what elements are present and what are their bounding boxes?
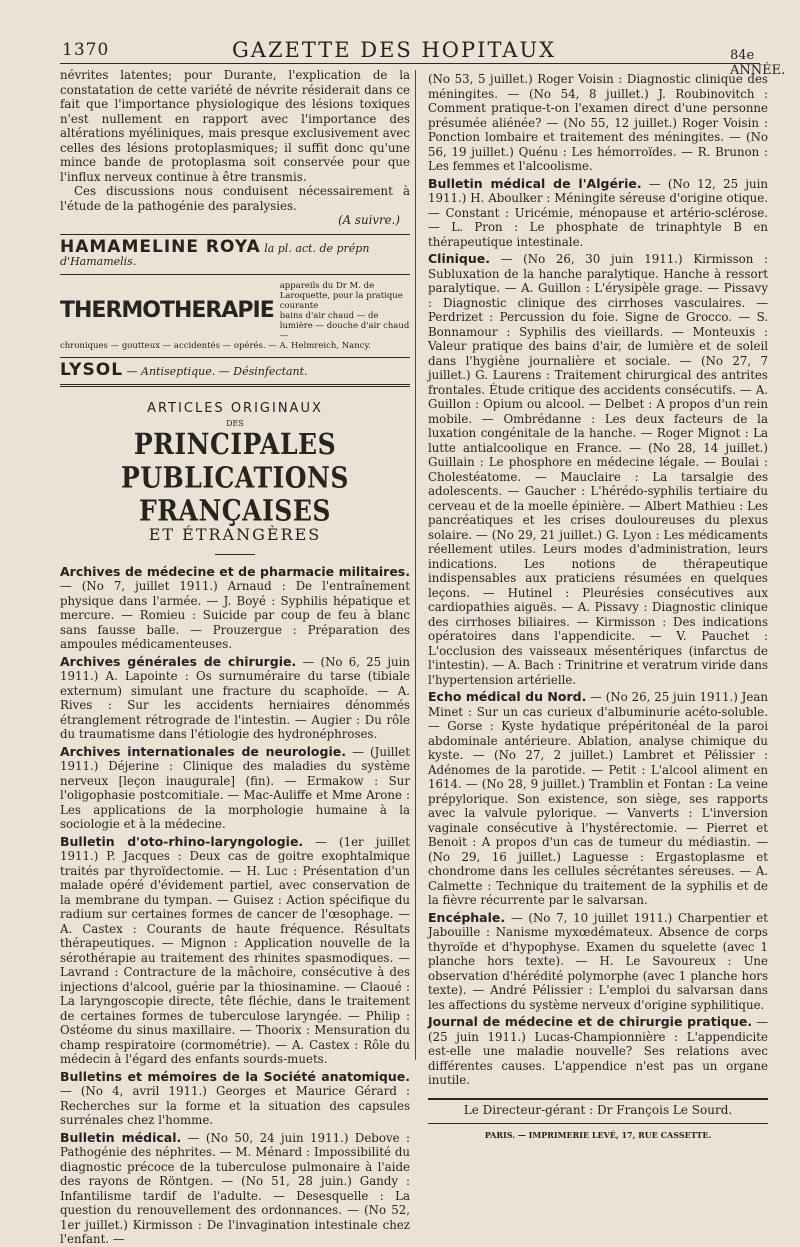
publication-contents: — (25 juin 1911.) Lucas-Championnière : L'appendicite est-elle une maladie nouvelle? Ses relations avec différentes causes. L'appendice n'est pas un organe inutile. bbox=[428, 1015, 769, 1087]
publication-title: Bulletin d'oto-rhino-laryngologie. bbox=[60, 833, 304, 849]
ad-rule bbox=[60, 357, 410, 358]
ad-rule bbox=[60, 274, 410, 275]
short-rule bbox=[215, 554, 255, 555]
header-rule bbox=[60, 63, 760, 64]
publication-contents: — (No 6, 25 juin 1911.) A. Lapointe : Os surnuméraire du tarse (tibiale externum) simulant une fracture du scaphoïde. — A. Rives : Sur les accidents herniaires dénommés étranglement rétrograde de l'intestin. — Augier : Du rôle du traumatisme dans l'étiologie des hydronéphroses. bbox=[60, 654, 411, 741]
publication-entry bbox=[428, 911, 768, 1013]
publication-entry bbox=[428, 72, 768, 174]
section-title: ARTICLES ORIGINAUX bbox=[147, 400, 323, 416]
publication-contents: — (1er juillet 1911.) P. Jacques : Deux cas de goitre exophtalmique traités par thyroïdectomie. — H. Luc : Présentation d'un malade opéré d'évidement partiel, avec conservation de la membrane du tympan. — Guisez : Action spécifique du radium sur certaines formes de cancer de l'œsophage. — A. Castex : Courants de haute fréquence. Résultats thérapeutiques. — Mignon : Application nouvelle de la sérothérapie au traitement des rhinites spasmodiques. — Lavrand : Contracture de la mâchoire, consécutive à des injections d'alcool, guérie par la thiosinamine. — Claoué : La laryngoscopie directe, tête fléchie, dans le traitement de certaines formes de tuberculose laryngée. — Philip : Ostéome du sinus maxillaire. — Thoorix : Mensuration du champ respiratoire (cormométrie). — A. Castex : Rôle du médecin à l'égard des enfants sourds-muets. bbox=[60, 834, 410, 1066]
publication-contents: — (No 12, 25 juin 1911.) H. Aboulker : Méningite séreuse d'origine otique. — Constant : Uricémie, ménopause et artério-sclérose. — L. Pron : Le phosphate de trinaphtyle B en thérapeutique intestinale. bbox=[428, 176, 768, 249]
publication-entry bbox=[60, 1070, 410, 1128]
entries-left bbox=[60, 565, 410, 1247]
publication-entry bbox=[428, 252, 768, 687]
publication-entry bbox=[428, 690, 768, 908]
section-des: DES bbox=[226, 418, 244, 428]
publication-entry bbox=[60, 1131, 410, 1247]
publication-contents: — (Juillet 1911.) Déjerine : Clinique des maladies du système nerveux [leçon inaugurale] (fin). — Ermakow : Sur l'oligophasie postcomitiale. — Mac-Auliffe et Mme Arone : Les applications de la morphologie humaine à la sociologie et à la médecine. bbox=[60, 744, 410, 831]
publication-entry bbox=[60, 565, 410, 652]
publication-title: Archives générales de chirurgie. bbox=[60, 653, 297, 669]
column-divider bbox=[415, 70, 416, 1060]
to-be-continued: (A suivre.) bbox=[338, 213, 400, 227]
publication-contents: — (No 7, juillet 1911.) Arnaud : De l'entraînement physique dans l'armée. — J. Boyé : Syphilis hépatique et mercure. — Romieu : Suicide par coup de feu à blanc sans fausse balle. — Prouzergue : Préparation des ampoules médicamenteuses. bbox=[60, 579, 410, 651]
ad-thermo-line2: bains d'air chaud — de lumière — douche d'air chaud — bbox=[279, 310, 410, 341]
publication-contents: — (No 26, 30 juin 1911.) Kirmisson : Subluxation de la hanche paralytique. Hanche à ressort paralytique. — A. Guillon : L'érysipèle grage. — Pissavy : Diagnostic clinique des cirrhoses vasculaires. — Perdrizet : Percussion du foie. Signe de Grocco. — S. Bonnamour : Syphilis des vieillards. — Monteuxis : Valeur pratique des bains d'air, de lumière et de soleil dans l'hygiène journalière et sociale. — (No 27, 7 juillet.) G. Laurens : Traitement chirurgical des antrites frontales. Étude critique des accidents consécutifs. — A. Guillon : Opium ou alcool. — Delbet : A propos d'un rein mobile. — Ombrédanne : Les deux facteurs de la luxation congénitale de la hanche. — Roger Mignot : La lutte antialcoolique en France. — (No 28, 14 juillet.) Guillain : Le phosphore en médecine légale. — Boulai : Cholestéatome. — Mauclaire : La tarsalgie des adolescents. — Gaucher : L'hérédo-syphilis tertiaire du cerveau et de la moelle épinière. — Albert Mathieu : Les pancréatiques et les crises douloureuses du plexus solaire. — (No 29, 21 juillet.) G. Lyon : Les médicaments réellement utiles. Leurs modes d'administration, leurs indications. Les notions de thérapeutique indispensables aux praticiens résumées en quelques leçons. — Hutinel : Pleurésies consécutives aux cardiopathies aiguës. — A. Pissavy : Diagnostic clinique des cirrhoses biliaires. — Kirmisson : Des indications opératoires dans l'appendicite. — V. Pauchet : L'occlusion des vaisseaux mésentériques (infarctus de l'intestin). — A. Bach : Trinitrine et veratrum viride dans l'hypertension artérielle. bbox=[428, 252, 768, 687]
ad-lysol bbox=[60, 359, 410, 380]
continued-text: névrites latentes; pour Durante, l'explication de la constatation de cette variété de névrite résiderait dans ce fait que l'importance physiologique des lésions toxiques n'est nullement en rapport avec l'importance des altérations myéliniques, mais presque exclusivement avec celles des lésions protoplasmiques; il suffit donc qu'une mince bande de protoplasma soit conservée pour que l'influx nerveux continue à être transmis. bbox=[60, 68, 410, 184]
publication-entry bbox=[60, 835, 410, 1067]
ad-thermo-name: THERMOTHERAPIE bbox=[60, 297, 274, 323]
publication-contents: — (No 26, 25 juin 1911.) Jean Minet : Sur un cas curieux d'albuminurie acéto-soluble. — Gorse : Kyste hydatique prépéritonéal de la paroi abdominale antérieure. Ablation, analyse chimique du kyste. — (No 27, 2 juillet.) Lambret et Pélissier : Adénomes de la parotide. — Petit : L'alcool aliment en 1614. — (No 28, 9 juillet.) Tramblin et Fontan : La veine prépylorique. Son existence, son siège, ses rapports avec la valvule pylorique. — Vanverts : L'inversion vaginale consécutive à l'hystérectomie. — Pierret et Benoit : A propos d'un cas de tumeur du médiastin. — (No 29, 16 juillet.) Laguesse : Ergastoplasme et chondrome dans les cellules sécrétantes séreuses. — A. Calmette : Technique du traitement de la syphilis et de la fièvre récurrente par le salvarsan. bbox=[428, 690, 768, 907]
entries-right bbox=[428, 72, 768, 1088]
section-subheading: ET ÉTRANGÈRES bbox=[148, 524, 322, 544]
ad-hamameline-desc: la pl. act. de prépn d'Hamamelis. bbox=[60, 241, 370, 268]
publication-title: Encéphale. bbox=[428, 909, 506, 925]
publication-title: Clinique. bbox=[428, 251, 490, 266]
continued-text-2: Ces discussions nous conduisent nécessairement à l'étude de la pathogénie des paralysies. bbox=[60, 184, 410, 213]
publication-entry bbox=[428, 1015, 768, 1088]
publication-contents: (No 53, 5 juillet.) Roger Voisin : Diagnostic clinique des méningites. — (No 54, 8 juillet.) J. Roubinovitch : Comment pratique-t-on l'examen direct d'une personne présumée aliénée? — (No 55, 12 juillet.) Roger Voisin : Ponction lombaire et traitement des méningites. — (No 56, 19 juillet.) Quénu : Les hémorroïdes. — R. Brunon : Les femmes et l'alcoolisme. bbox=[428, 72, 768, 173]
right-column bbox=[428, 72, 769, 1140]
ad-hamameline-name: HAMAMELINE ROYA bbox=[60, 236, 261, 257]
ad-thermo-line1: appareils du Dr M. de Laroquette, pour la pratique courante bbox=[279, 280, 403, 311]
publication-title: Journal de médecine et de chirurgie pratique. bbox=[428, 1014, 753, 1029]
journal-title: GAZETTE DES HOPITAUX bbox=[232, 38, 557, 62]
publication-title: Bulletins et mémoires de la Société anatomique. bbox=[60, 1068, 410, 1084]
printer-line: PARIS. — IMPRIMERIE LEVÉ, 17, RUE CASSETTE. bbox=[484, 1129, 712, 1140]
ad-lysol-name: LYSOL bbox=[60, 359, 124, 380]
publication-entry bbox=[428, 177, 768, 250]
section-main-heading: PRINCIPALES PUBLICATIONS FRANÇAISES bbox=[121, 426, 349, 528]
publication-title: Bulletin médical. bbox=[60, 1129, 182, 1145]
publication-title: Bulletin médical de l'Algérie. bbox=[428, 175, 642, 191]
publication-contents: — (No 50, 24 juin 1911.) Debove : Pathogénie des néphrites. — M. Ménard : Impossibilité du diagnostic précoce de la tuberculose pulmonaire à l'aide des rayons de Röntgen. — (No 51, 28 juin.) Gandy : Infantilisme tardif de l'adulte. — Desesquelle : La question du renouvellement des ordonnances. — (No 52, 1er juillet.) Kirmisson : De l'invagination intestinale chez l'enfant. — bbox=[60, 1130, 410, 1246]
page-number: 1370 bbox=[62, 40, 110, 60]
left-column bbox=[60, 68, 411, 1246]
publication-contents: — (No 4, avril 1911.) Georges et Maurice Gérard : Recherches sur la forme et la situation des capsules surrénales chez l'homme. bbox=[60, 1084, 410, 1127]
publication-entry bbox=[60, 745, 410, 832]
publication-entry bbox=[60, 655, 410, 742]
ad-lysol-desc: — Antiseptique. — Désinfectant. bbox=[126, 364, 308, 378]
footer-inner-rule bbox=[428, 1123, 768, 1124]
publication-contents: — (No 7, 10 juillet 1911.) Charpentier et Jabouille : Nanisme myxœdémateux. Absence de corps thyroïde et d'hypophyse. Examen du squelette (avec 1 planche hors texte). — H. Le Savoureux : Une observation d'hérédité polymorphe (avec 1 planche hors texte). — André Pélissier : L'emploi du salvarsan dans les affections du système nerveux d'origine syphilitique. bbox=[428, 910, 768, 1012]
publication-title: Archives de médecine et de pharmacie militaires. bbox=[60, 563, 410, 579]
ad-rule bbox=[60, 234, 410, 235]
publication-title: Archives internationales de neurologie. bbox=[60, 743, 346, 759]
director-line: Le Directeur-gérant : Dr François Le Sourd. bbox=[463, 1102, 733, 1117]
ad-double-rule bbox=[60, 384, 410, 387]
publication-title: Echo médical du Nord. bbox=[428, 689, 587, 704]
footer-rule bbox=[428, 1098, 768, 1100]
ad-thermotherapie bbox=[60, 281, 410, 341]
year-label: 84e ANNÉE. bbox=[730, 48, 786, 78]
ad-thermo-line3: chroniques — goutteux — accidentés — opérés. — A. Helmreich, Nancy. bbox=[60, 340, 371, 351]
ad-hamameline bbox=[60, 236, 410, 268]
